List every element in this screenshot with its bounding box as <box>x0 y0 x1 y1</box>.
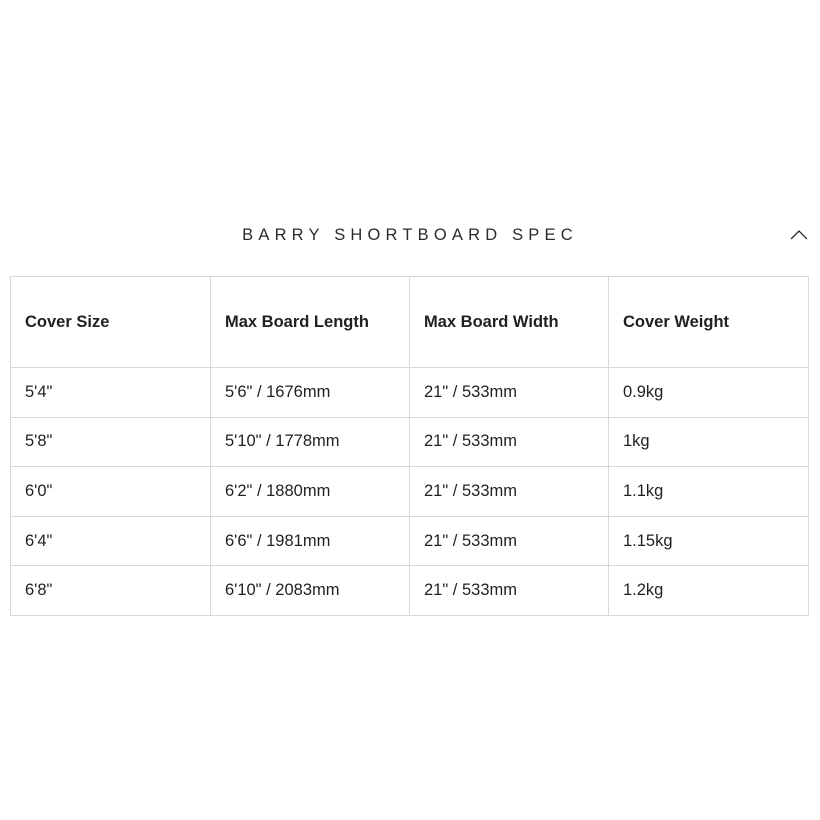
cell-max-board-length: 6'2" / 1880mm <box>211 467 410 517</box>
cell-cover-size: 6'4" <box>11 516 211 566</box>
chevron-up-icon[interactable] <box>788 224 810 246</box>
cell-cover-weight: 1.1kg <box>609 467 809 517</box>
column-header-max-board-length: Max Board Length <box>211 277 410 368</box>
cell-max-board-width: 21" / 533mm <box>410 368 609 418</box>
cell-max-board-length: 6'10" / 2083mm <box>211 566 410 616</box>
cell-max-board-width: 21" / 533mm <box>410 566 609 616</box>
cell-cover-size: 6'0" <box>11 467 211 517</box>
cell-cover-weight: 0.9kg <box>609 368 809 418</box>
column-header-cover-size: Cover Size <box>11 277 211 368</box>
cell-max-board-width: 21" / 533mm <box>410 516 609 566</box>
page-title: BARRY SHORTBOARD SPEC <box>242 225 578 244</box>
cell-cover-size: 5'8" <box>11 417 211 467</box>
cell-cover-size: 5'4" <box>11 368 211 418</box>
cell-max-board-length: 6'6" / 1981mm <box>211 516 410 566</box>
cell-max-board-length: 5'10" / 1778mm <box>211 417 410 467</box>
table-row <box>11 417 809 467</box>
cell-max-board-length: 5'6" / 1676mm <box>211 368 410 418</box>
spec-table <box>10 276 809 616</box>
cell-cover-size: 6'8" <box>11 566 211 616</box>
table-row <box>11 467 809 517</box>
cell-max-board-width: 21" / 533mm <box>410 417 609 467</box>
table-row <box>11 368 809 418</box>
table-header-row <box>11 277 809 368</box>
cell-cover-weight: 1.15kg <box>609 516 809 566</box>
spec-table-head <box>11 277 809 368</box>
spec-table-body <box>11 368 809 616</box>
column-header-cover-weight: Cover Weight <box>609 277 809 368</box>
cell-cover-weight: 1.2kg <box>609 566 809 616</box>
cell-max-board-width: 21" / 533mm <box>410 467 609 517</box>
spec-section <box>10 205 810 616</box>
column-header-max-board-width: Max Board Width <box>410 277 609 368</box>
table-row <box>11 566 809 616</box>
cell-cover-weight: 1kg <box>609 417 809 467</box>
spec-section-header[interactable] <box>10 205 810 265</box>
table-row <box>11 516 809 566</box>
